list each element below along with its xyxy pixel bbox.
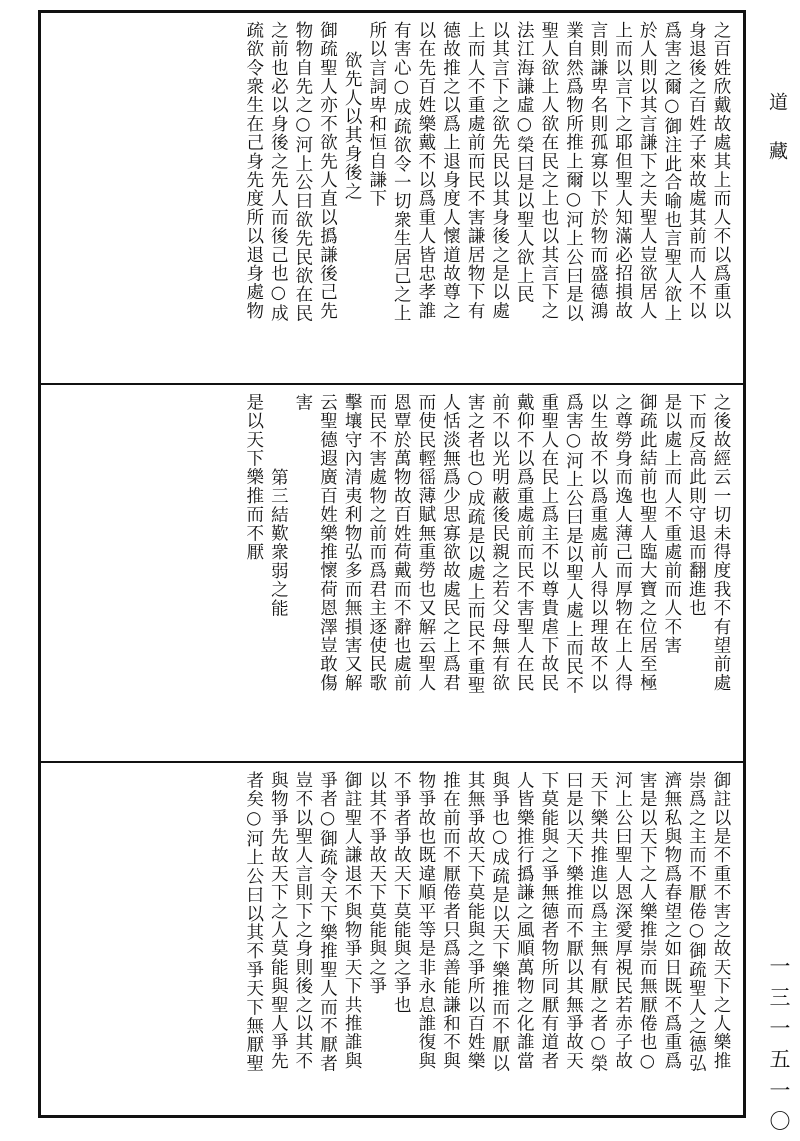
text-column: 之百姓欣戴故處其上而人不以爲重以 bbox=[711, 21, 731, 321]
text-column: 河上公曰聖人恩深愛厚視民若赤子故 bbox=[612, 771, 633, 1071]
text-column: 天下樂共推進以爲主無有厭之者○榮 bbox=[588, 771, 609, 1073]
text-column: 人皆樂推行撝謙之風順萬物之化誰當 bbox=[514, 771, 535, 1071]
text-panel-top bbox=[41, 13, 743, 383]
text-column: 物爭故也既違順平等是非永息誰復與 bbox=[415, 771, 436, 1071]
text-column: 爭者○御疏令天下樂推聖人而不厭者 bbox=[317, 771, 338, 1073]
text-column: 戴仰不以爲重處前而民不害聖人在民 bbox=[514, 393, 535, 693]
text-column: 害之者也○成疏是以處上而民不重聖 bbox=[465, 393, 486, 695]
text-column-heading: 以其不爭故天下莫能與之爭 bbox=[366, 771, 387, 996]
text-column: 下而反高此則守退而翻進也 bbox=[686, 393, 707, 618]
text-column: 推在前而不厭倦者只爲善能謙和不與 bbox=[440, 771, 461, 1071]
text-column: 上而人不重處前而民不害謙居物下有 bbox=[465, 21, 486, 321]
text-column: 以在先百姓樂戴不以爲重人皆忠孝誰 bbox=[415, 21, 436, 321]
text-column: 御疏此結前也聖人臨大寶之位居至極 bbox=[637, 393, 658, 693]
text-column: 不爭者爭故天下莫能與之爭也 bbox=[391, 771, 412, 1015]
collection-label: 道藏 bbox=[766, 92, 788, 190]
text-column: 與物爭先故天下之人莫能與聖人爭先 bbox=[268, 771, 289, 1071]
text-column: 崇爲之主而不厭倦○御疏聖人之德弘 bbox=[686, 771, 707, 1073]
text-column: 其無爭故天下莫能與之爭所以百姓樂 bbox=[465, 771, 486, 1071]
text-column: 德故推之以爲上退身度人懷道故尊之 bbox=[440, 21, 461, 321]
text-column: 害 bbox=[292, 393, 313, 412]
text-column: 者矣○河上公曰以其不爭天下無厭聖 bbox=[243, 771, 264, 1073]
text-column: 曰是以天下樂推而不厭以其無爭故天 bbox=[563, 771, 584, 1071]
text-panel-bottom bbox=[41, 761, 743, 1115]
text-column: 之後故經云一切未得度我不有望前處 bbox=[711, 393, 731, 693]
text-column: 恩覃於萬物故百姓荷戴而不辭也處前 bbox=[391, 393, 412, 693]
text-column-heading: 是以處上而人不重處前而人不害 bbox=[661, 393, 682, 655]
text-column: 擊壤守內清夷利物弘多而無損害又解 bbox=[342, 393, 363, 693]
text-column: 而民不害處物之前而爲君主逐使民歌 bbox=[366, 393, 387, 693]
text-column: 爲害之爾○御注此合喻也言聖人欲上 bbox=[661, 21, 682, 323]
text-column: 前不以光明蔽後民親之若父母無有欲 bbox=[489, 393, 510, 693]
page-frame bbox=[38, 10, 746, 1118]
text-column: 以生故不以爲重處前人得以理故不以 bbox=[588, 393, 609, 693]
section-heading: 第三結歎衆弱之能 bbox=[268, 468, 289, 618]
text-column: 與爭也○成疏是以天下樂推而不厭以 bbox=[489, 771, 510, 1073]
text-column: 濟無私與物爲春望之如日既不爲重爲 bbox=[661, 771, 682, 1071]
text-column: 人恬淡無爲少思寡欲故處民之上爲君 bbox=[440, 393, 461, 693]
text-column: 重聖人在民上爲主不以尊貴虐下故民 bbox=[538, 393, 559, 693]
text-column: 御註聖人謙退不與物爭天下共推誰與 bbox=[342, 771, 363, 1071]
text-column: 下莫能與之爭無德者物所同厭有道者 bbox=[538, 771, 559, 1071]
text-column-heading: 是以天下樂推而不厭 bbox=[243, 393, 264, 562]
text-panel-middle bbox=[41, 383, 743, 761]
text-column: 以其言下之欲先民以其身後之是以處 bbox=[489, 21, 510, 321]
text-column: 疏欲令衆生在己身先度所以退身處物 bbox=[243, 21, 264, 321]
text-column: 所以言詞卑和恒自謙下 bbox=[366, 21, 387, 208]
text-column: 御註以是不重不害之故天下之人樂推 bbox=[711, 771, 731, 1071]
text-column: 之前也必以身後之先人而後己也○成 bbox=[268, 21, 289, 323]
text-column: 法江海謙虛○榮曰是以聖人欲上民 bbox=[514, 21, 535, 304]
text-column: 聖人欲上人欲在民之上也以其言下之 bbox=[538, 21, 559, 321]
text-column: 言則謙卑名則孤寡以下於物而盛德鴻 bbox=[588, 21, 609, 321]
text-column: 爲害○河上公曰是以聖人處上而民不 bbox=[563, 393, 584, 695]
text-column: 上而以言下之耶但聖人知滿必招損故 bbox=[612, 21, 633, 321]
text-column: 害是以天下之人樂推崇而無厭倦也○ bbox=[637, 771, 658, 1073]
text-column: 云聖德遐廣百姓樂推懷荷恩澤豈敢傷 bbox=[317, 393, 338, 693]
text-column: 之尊勞身而逸人薄己而厚物在上人得 bbox=[612, 393, 633, 693]
text-column: 物物自先之○河上公曰欲先民欲在民 bbox=[292, 21, 313, 323]
text-column: 身退後之百姓子來故處其前而人不以 bbox=[686, 21, 707, 321]
text-column: 業自然爲物所推上爾○河上公曰是以 bbox=[563, 21, 584, 323]
text-column-heading: 欲先人以其身後之 bbox=[342, 51, 363, 201]
page-number: 一三一五一〇 bbox=[767, 955, 791, 1141]
text-column: 有害心○成疏欲令一切衆生居己之上 bbox=[391, 21, 412, 323]
text-column: 豈不以聖人言則下之身則後之以其不 bbox=[292, 771, 313, 1071]
text-column: 御疏聖人亦不欲先人直以撝謙後己先 bbox=[317, 21, 338, 321]
text-column: 於人則以其言謙下之夫聖人豈欲居人 bbox=[637, 21, 658, 321]
text-column: 而使民輕徭薄賦無重勞也又解云聖人 bbox=[415, 393, 436, 693]
